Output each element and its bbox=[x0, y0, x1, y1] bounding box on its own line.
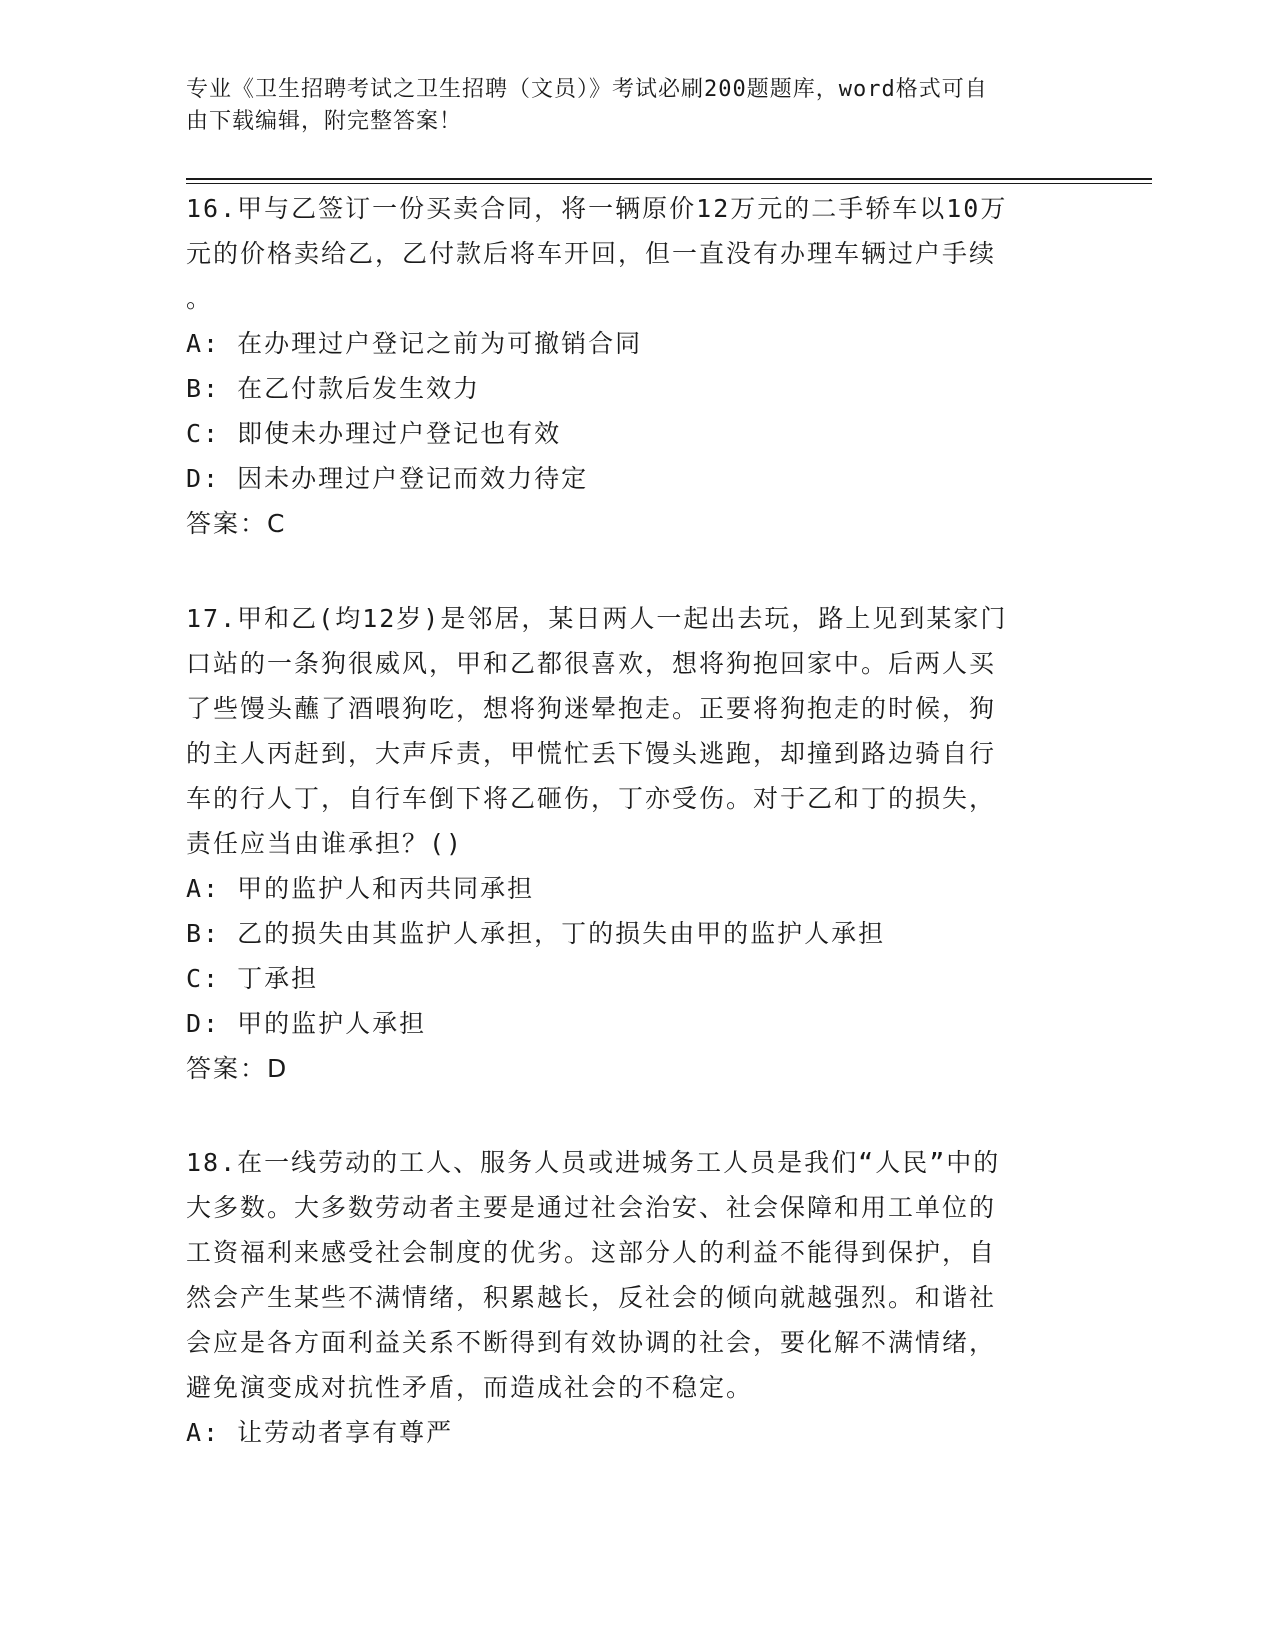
option-c: C: 丁承担 bbox=[186, 964, 319, 993]
answer: 答案：C bbox=[186, 509, 287, 538]
stem-line: 大多数。大多数劳动者主要是通过社会治安、社会保障和用工单位的 bbox=[186, 1193, 997, 1222]
document-header bbox=[186, 74, 1066, 138]
question-18 bbox=[186, 1140, 1076, 1455]
option-d: D: 甲的监护人承担 bbox=[186, 1009, 427, 1038]
option-a: A: 甲的监护人和丙共同承担 bbox=[186, 874, 535, 903]
stem-line: 口站的一条狗很威风，甲和乙都很喜欢，想将狗抱回家中。后两人买 bbox=[186, 649, 997, 678]
option-c: C: 即使未办理过户登记也有效 bbox=[186, 419, 562, 448]
stem-line: 18.在一线劳动的工人、服务人员或进城务工人员是我们“人民”中的 bbox=[186, 1148, 1001, 1177]
stem-line: 了些馒头蘸了酒喂狗吃，想将狗迷晕抱走。正要将狗抱走的时候，狗 bbox=[186, 694, 997, 723]
header-rule-thin bbox=[186, 183, 1152, 184]
header-line-2: 由下载编辑，附完整答案！ bbox=[186, 109, 463, 134]
stem-line: 会应是各方面利益关系不断得到有效协调的社会，要化解不满情绪， bbox=[186, 1328, 997, 1357]
stem-line: 责任应当由谁承担？() bbox=[186, 829, 464, 858]
option-a: A: 在办理过户登记之前为可撤销合同 bbox=[186, 329, 643, 358]
question-16 bbox=[186, 186, 1076, 546]
stem-line: 然会产生某些不满情绪，积累越长，反社会的倾向就越强烈。和谐社 bbox=[186, 1283, 997, 1312]
option-b: B: 在乙付款后发生效力 bbox=[186, 374, 481, 403]
stem-line: 16.甲与乙签订一份买卖合同，将一辆原价12万元的二手轿车以10万 bbox=[186, 194, 1008, 223]
question-stem bbox=[186, 596, 1076, 866]
question-17 bbox=[186, 596, 1076, 1091]
header-line-1: 专业《卫生招聘考试之卫生招聘（文员）》考试必刷200题题库，word格式可自 bbox=[186, 77, 988, 102]
stem-line: 的主人丙赶到，大声斥责，甲慌忙丢下馒头逃跑，却撞到路边骑自行 bbox=[186, 739, 997, 768]
stem-line: 。 bbox=[186, 284, 214, 313]
option-b: B: 乙的损失由其监护人承担，丁的损失由甲的监护人承担 bbox=[186, 919, 886, 948]
option-a: A: 让劳动者享有尊严 bbox=[186, 1418, 454, 1447]
stem-line: 元的价格卖给乙，乙付款后将车开回，但一直没有办理车辆过户手续 bbox=[186, 239, 997, 268]
stem-line: 车的行人丁，自行车倒下将乙砸伤，丁亦受伤。对于乙和丁的损失， bbox=[186, 784, 997, 813]
answer: 答案：D bbox=[186, 1054, 289, 1083]
stem-line: 工资福利来感受社会制度的优劣。这部分人的利益不能得到保护，自 bbox=[186, 1238, 997, 1267]
stem-line: 避免演变成对抗性矛盾，而造成社会的不稳定。 bbox=[186, 1373, 754, 1402]
stem-line: 17.甲和乙(均12岁)是邻居，某日两人一起出去玩，路上见到某家门 bbox=[186, 604, 1008, 633]
header-rule-thick bbox=[186, 178, 1152, 180]
option-d: D: 因未办理过户登记而效力待定 bbox=[186, 464, 589, 493]
question-stem bbox=[186, 186, 1076, 321]
question-stem bbox=[186, 1140, 1076, 1410]
